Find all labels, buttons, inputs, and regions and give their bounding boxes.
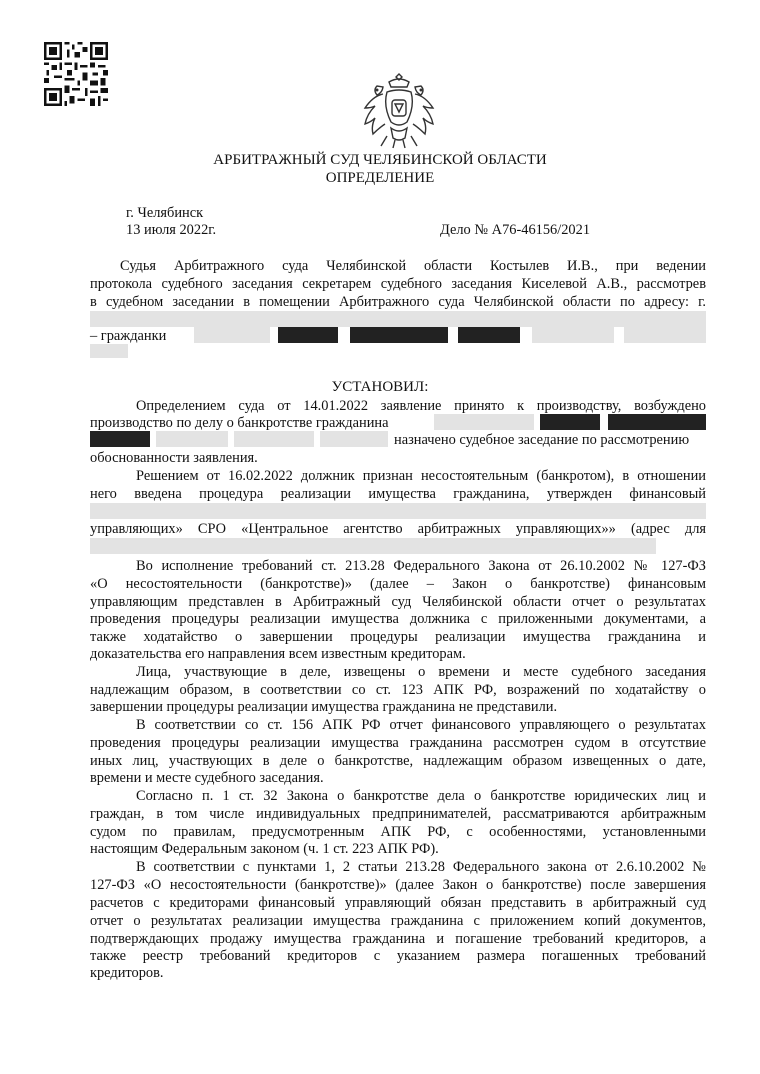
text-line: Во исполнение требований ст. 213.28 Федерального Закона от 26.10.2002 № 127-ФЗ [136,558,706,574]
redaction-bar [540,414,600,430]
text-line: настоящим Федеральным законом (ч. 1 ст. 223 АПК РФ). [90,841,439,857]
redaction-bar [458,327,520,343]
text-line: доказательства его направления всем известным кредиторам. [90,646,466,662]
text-line: производство по делу о банкротстве гражданина [90,415,389,431]
text-line: «О несостоятельности (банкротстве)» (далее – Закон о банкротстве) финансовым [90,576,706,592]
text-line: Решением от 16.02.2022 должник признан несостоятельным (банкротом), в отношении [136,468,706,484]
court-name: АРБИТРАЖНЫЙ СУД ЧЕЛЯБИНСКОЙ ОБЛАСТИ [213,152,547,168]
text-line: завершении процедуры реализации имущества гражданина не представили. [90,699,558,715]
text-line: расчетов с кредиторами финансовый управляющий обязан представить в арбитражный суд [90,895,706,911]
text-line: Согласно п. 1 ст. 32 Закона о банкротстве дела о банкротстве юридических лиц и [136,788,706,804]
text-line: Лица, участвующие в деле, извещены о времени и месте судебного заседания [136,664,706,680]
redaction-bar [90,431,150,447]
text-line: 127-ФЗ «О несостоятельности (банкротстве)» (далее Закон о банкротстве) после завершения [90,877,706,893]
redaction-bar [90,538,656,554]
redaction-bar [434,414,534,430]
text-line: кредиторов. [90,965,164,981]
redaction-bar [90,344,128,358]
section-heading: УСТАНОВИЛ: [331,379,429,395]
coat-of-arms-emblem [361,70,437,152]
redaction-bar [234,431,314,447]
text-line: назначено судебное заседание по рассмотрению [394,432,690,448]
text-line: Определением суда от 14.01.2022 заявление принято к производству, возбуждено [136,398,706,414]
text-line: также ходатайство о завершении процедуры реализации имущества гражданина и [90,629,706,645]
text-line: судом по правилам, предусмотренным АПК РФ, с особенностями, установленными [90,824,706,840]
redaction-bar [608,414,706,430]
text-line: также реестр требований кредиторов с указанием размера погашенных требований [90,948,706,964]
redaction-bar [532,327,614,343]
document-type: ОПРЕДЕЛЕНИЕ [325,170,435,186]
redaction-bar [320,431,388,447]
text-line: протокола судебного заседания секретарем судебного заседания Киселевой А.В., рассмотрев [90,276,706,292]
redaction-bar [156,431,228,447]
redaction-bar [90,311,706,327]
text-line: В соответствии с пунктами 1, 2 статьи 213.28 Федерального закона от 2.6.10.2002 № [136,859,706,875]
text-line: надлежащим образом, в соответствии со ст. 123 АПК РФ, возражений по ходатайству о [90,682,706,698]
text-line: – гражданки [90,328,167,344]
redaction-bar [90,503,706,519]
text-line: подтверждающих продажу имущества гражданина и погашение требований кредиторов, а [90,931,706,947]
text-line: В соответствии со ст. 156 АПК РФ отчет финансового управляющего о результатах [136,717,706,733]
text-line: отчет о результатах реализации имущества гражданина с приложением копий документов, [90,913,706,929]
redaction-bar [624,327,706,343]
text-line: управляющим представлен в Арбитражный суд Челябинской области отчет о результатах [90,594,706,610]
date: 13 июля 2022г. [126,222,217,238]
text-line: управляющих» СРО «Центральное агентство арбитражных управляющих»» (адрес для [90,521,706,537]
text-line: Судья Арбитражного суда Челябинской области Костылев И.В., при ведении [120,258,706,274]
redaction-bar [194,327,270,343]
text-line: времени и месте судебного заседания. [90,770,324,786]
text-line: него введена процедура реализации имущества гражданина, утвержден финансовый [90,486,706,502]
text-line: обоснованности заявления. [90,450,258,466]
case-number: Дело № А76-46156/2021 [440,222,591,238]
text-line: проведения процедуры реализации имущества гражданина рассмотрен судом в отсутствие [90,735,706,751]
text-line: граждан, в том числе индивидуальных предпринимателей, рассматриваются арбитражным [90,806,706,822]
qr-code-icon [44,42,108,106]
text-line: в судебном заседании в помещении Арбитражного суда Челябинской области по адресу: г. [90,294,706,310]
redaction-bar [350,327,448,343]
text-line: иных лиц, участвующих в деле о банкротстве, надлежащим образом извещенных о дате, [90,753,706,769]
redaction-bar [278,327,338,343]
text-line: проведения процедуры реализации имущества должника с приложенными документами, а [90,611,706,627]
city: г. Челябинск [126,205,204,221]
